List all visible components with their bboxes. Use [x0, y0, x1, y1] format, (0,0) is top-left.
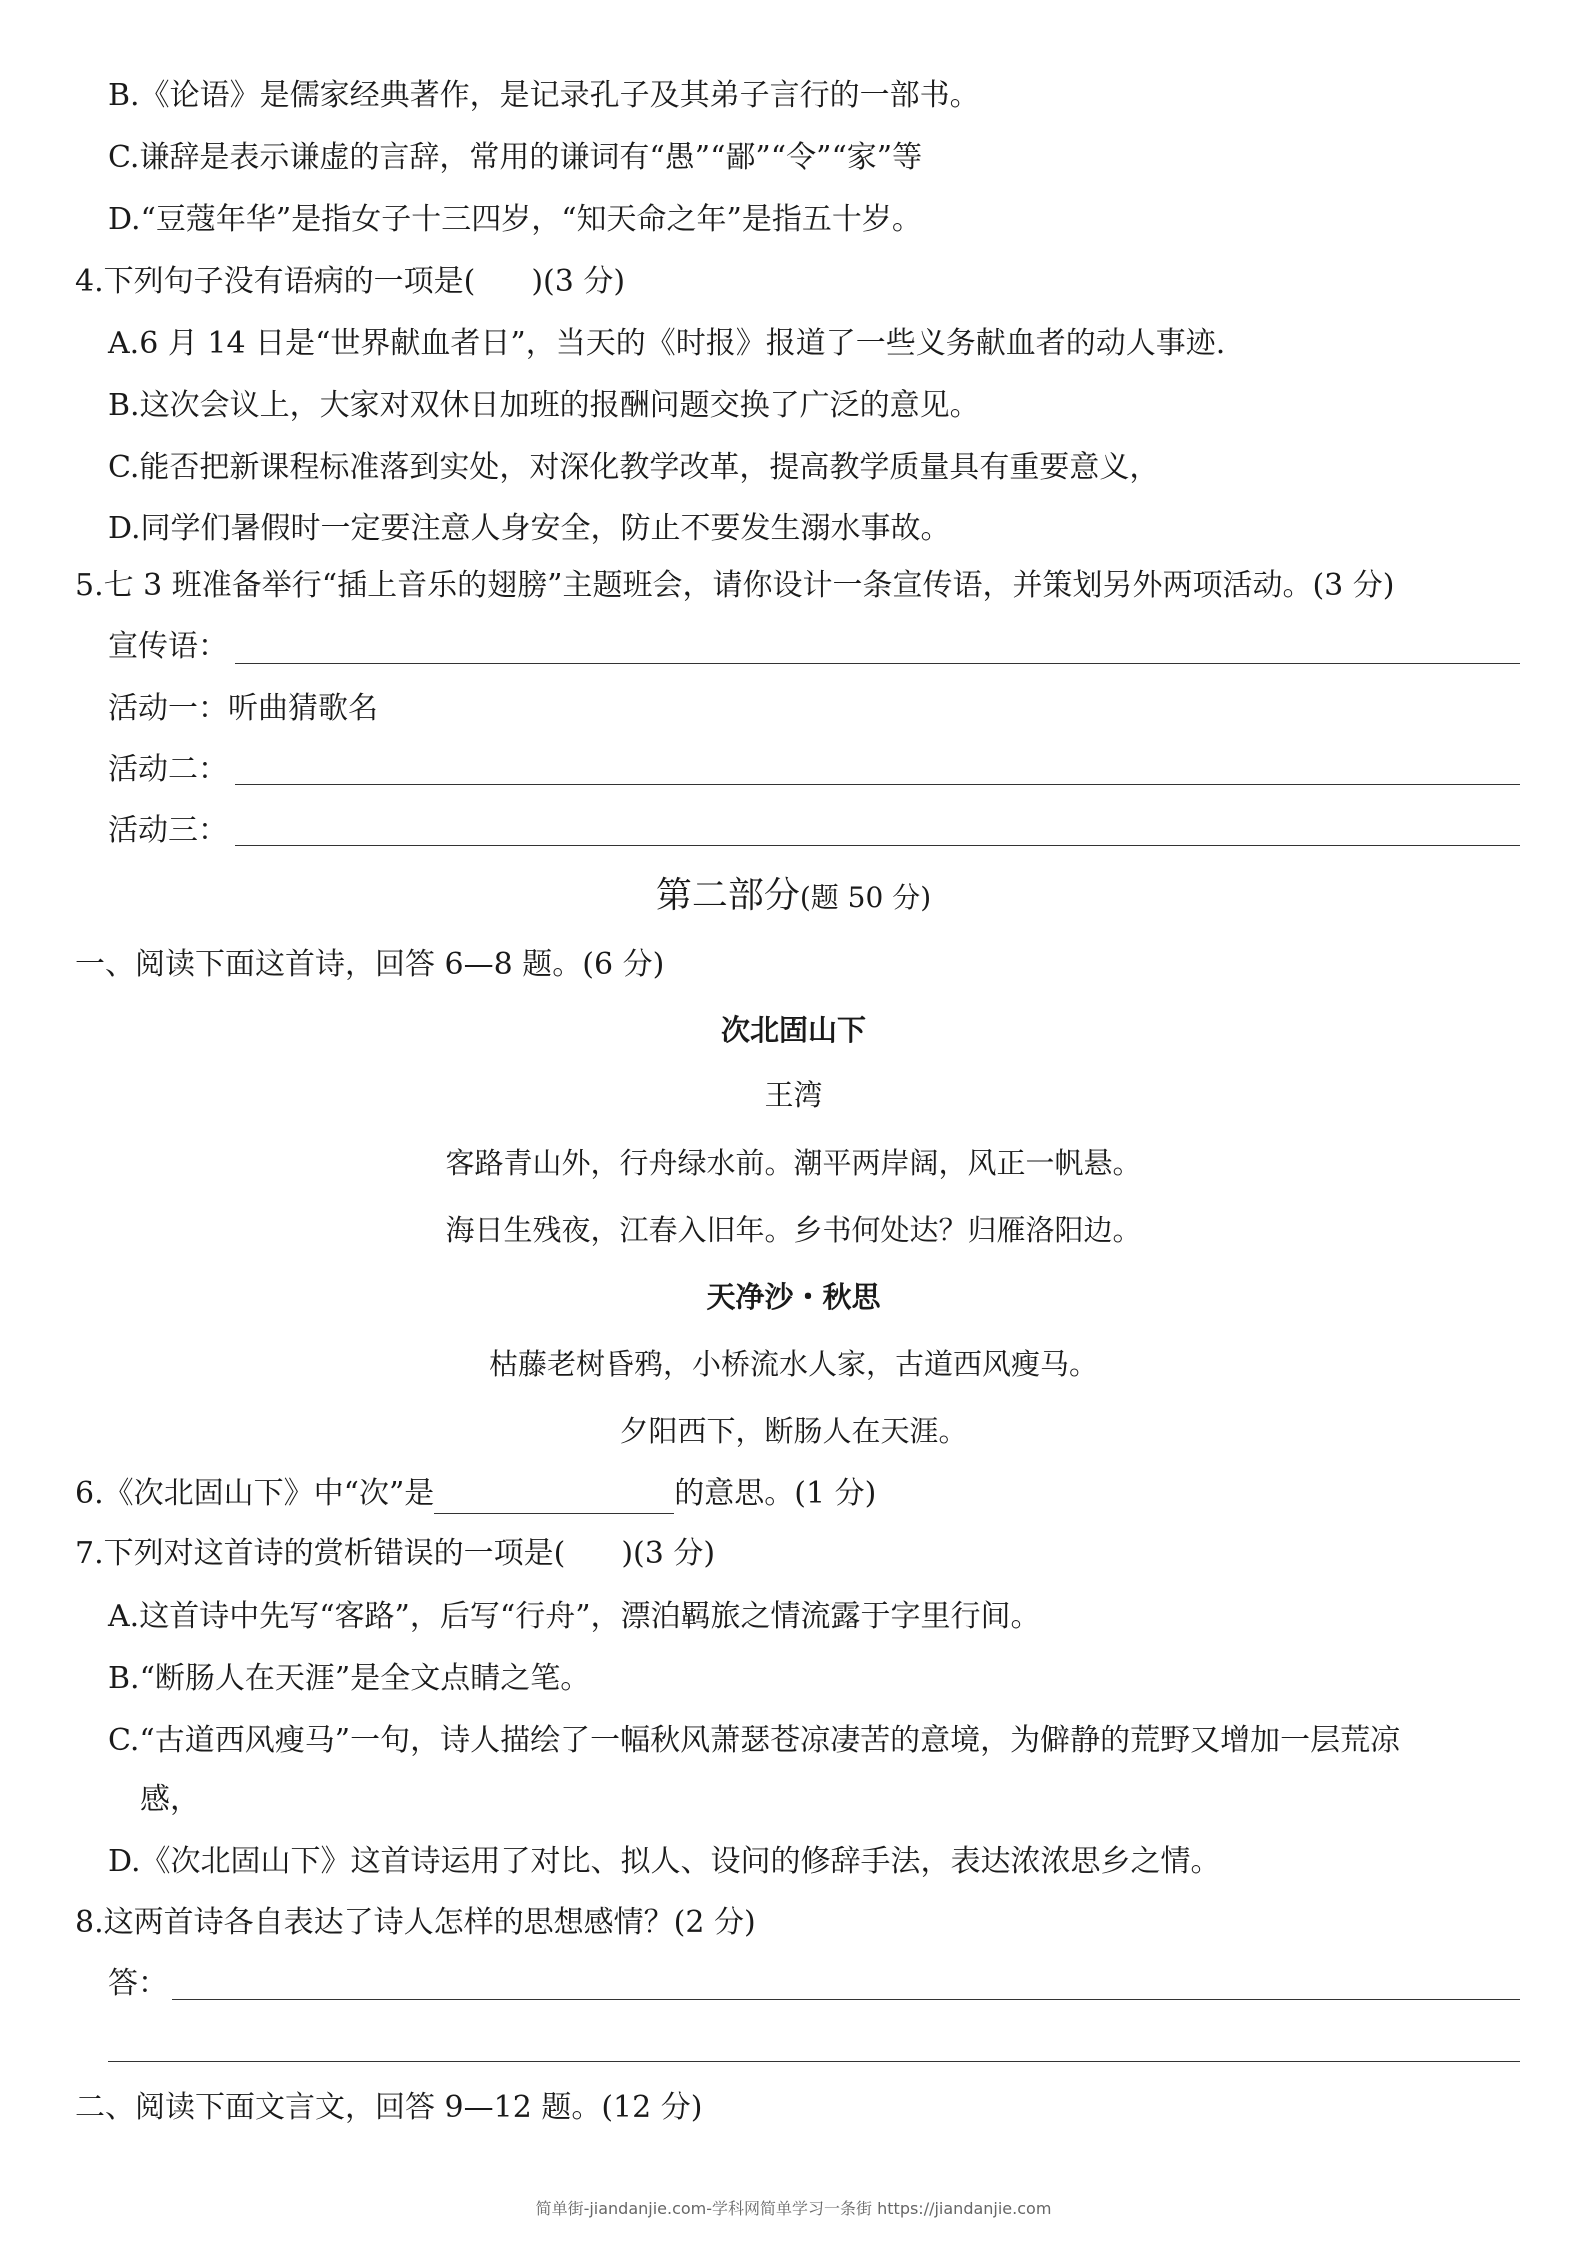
poem-one-line-2: 海日生残夜，江春入旧年。乡书何处达？归雁洛阳边。: [445, 1213, 1142, 1247]
poem-one-line-1: 客路青山外，行舟绿水前。潮平两岸阔，风正一帆悬。: [445, 1146, 1142, 1180]
q3-option-d: D.“豆蔻年华”是指女子十三四岁，“知天命之年”是指五十岁。: [108, 202, 922, 237]
section-two-heading: 二、阅读下面文言文，回答 9—12 题。(12 分): [75, 2090, 703, 2125]
q3-option-c: C.谦辞是表示谦虚的言辞，常用的谦词有“愚”“鄙”“令”“家”等: [108, 140, 923, 175]
q4-option-a: A.6 月 14 日是“世界献血者日”，当天的《时报》报道了一些义务献血者的动人事迹.: [108, 326, 1226, 361]
q7-option-a: A.这首诗中先写“客路”，后写“行舟”，漂泊羁旅之情流露于字里行间。: [108, 1599, 1041, 1634]
q5-stem: 5.七 3 班准备举行“插上音乐的翅膀”主题班会，请你设计一条宣传语，并策划另外两项活动。(3 分): [75, 568, 1395, 603]
q5-slogan-line[interactable]: [235, 663, 1520, 664]
section-one-heading: 一、阅读下面这首诗，回答 6—8 题。(6 分): [75, 947, 665, 982]
q5-activity-two-line[interactable]: [235, 784, 1520, 785]
part-two-score: (题 50 分): [799, 881, 932, 914]
q7-stem-start: 7.下列对这首诗的赏析错误的一项是(: [75, 1536, 566, 1571]
q8-stem: 8.这两首诗各自表达了诗人怎样的思想感情？(2 分): [75, 1905, 756, 1940]
page-footer: 简单街-jiandanjie.com-学科网简单学习一条街 https://jiandanjie.com: [535, 2199, 1052, 2218]
q7-stem: [75, 1534, 715, 1574]
q6-stem-start: 6.《次北固山下》中“次”是: [75, 1476, 435, 1511]
q4-option-d: D.同学们暑假时一定要注意人身安全，防止不要发生溺水事故。: [108, 511, 951, 546]
part-two-heading: [0, 872, 1587, 922]
q8-answer-label: 答：: [108, 1966, 168, 2001]
q5-activity-three-label: 活动三：: [108, 813, 228, 848]
q4-stem-end: )(3 分): [531, 264, 626, 299]
poem-two-title: 天净沙・秋思: [706, 1280, 881, 1314]
q4-stem-start: 4.下列句子没有语病的一项是(: [75, 264, 476, 299]
q7-option-c: C.“古道西风瘦马”一句，诗人描绘了一幅秋风萧瑟苍凉凄苦的意境，为僻静的荒野又增加一层荒凉: [108, 1723, 1401, 1758]
q7-option-d: D.《次北固山下》这首诗运用了对比、拟人、设问的修辞手法，表达浓浓思乡之情。: [108, 1844, 1221, 1879]
poem-two-line-2: 夕阳西下，断肠人在天涯。: [619, 1414, 968, 1448]
q4-stem: [75, 262, 625, 302]
part-two-title: 第二部分: [655, 875, 800, 916]
q6-stem-end: 的意思。(1 分): [674, 1476, 877, 1511]
q5-activity-two-label: 活动二：: [108, 752, 228, 787]
q7-option-b: B.“断肠人在天涯”是全文点睛之笔。: [108, 1661, 591, 1696]
q5-activity-one: 活动一：听曲猜歌名: [108, 691, 378, 726]
poem-one-author: 王湾: [764, 1078, 823, 1112]
q5-slogan-label: 宣传语：: [108, 629, 228, 664]
q3-option-b: B.《论语》是儒家经典著作，是记录孔子及其弟子言行的一部书。: [108, 78, 980, 113]
q6-stem: [75, 1474, 876, 1514]
q7-stem-end: )(3 分): [621, 1536, 716, 1571]
q4-option-b: B.这次会议上，大家对双休日加班的报酬问题交换了广泛的意见。: [108, 388, 980, 423]
poem-two-line-1: 枯藤老树昏鸦，小桥流水人家，古道西风瘦马。: [488, 1347, 1098, 1381]
q7-option-c-continued: 感，: [140, 1782, 200, 1817]
q8-answer-line-2[interactable]: [108, 2061, 1520, 2062]
poem-one-title: 次北固山下: [720, 1013, 866, 1047]
q5-activity-three-line[interactable]: [235, 845, 1520, 846]
q6-answer-blank[interactable]: [434, 1485, 674, 1514]
q8-answer-line-1[interactable]: [172, 1999, 1520, 2000]
q4-option-c: C.能否把新课程标准落到实处，对深化教学改革，提高教学质量具有重要意义，: [108, 450, 1160, 485]
